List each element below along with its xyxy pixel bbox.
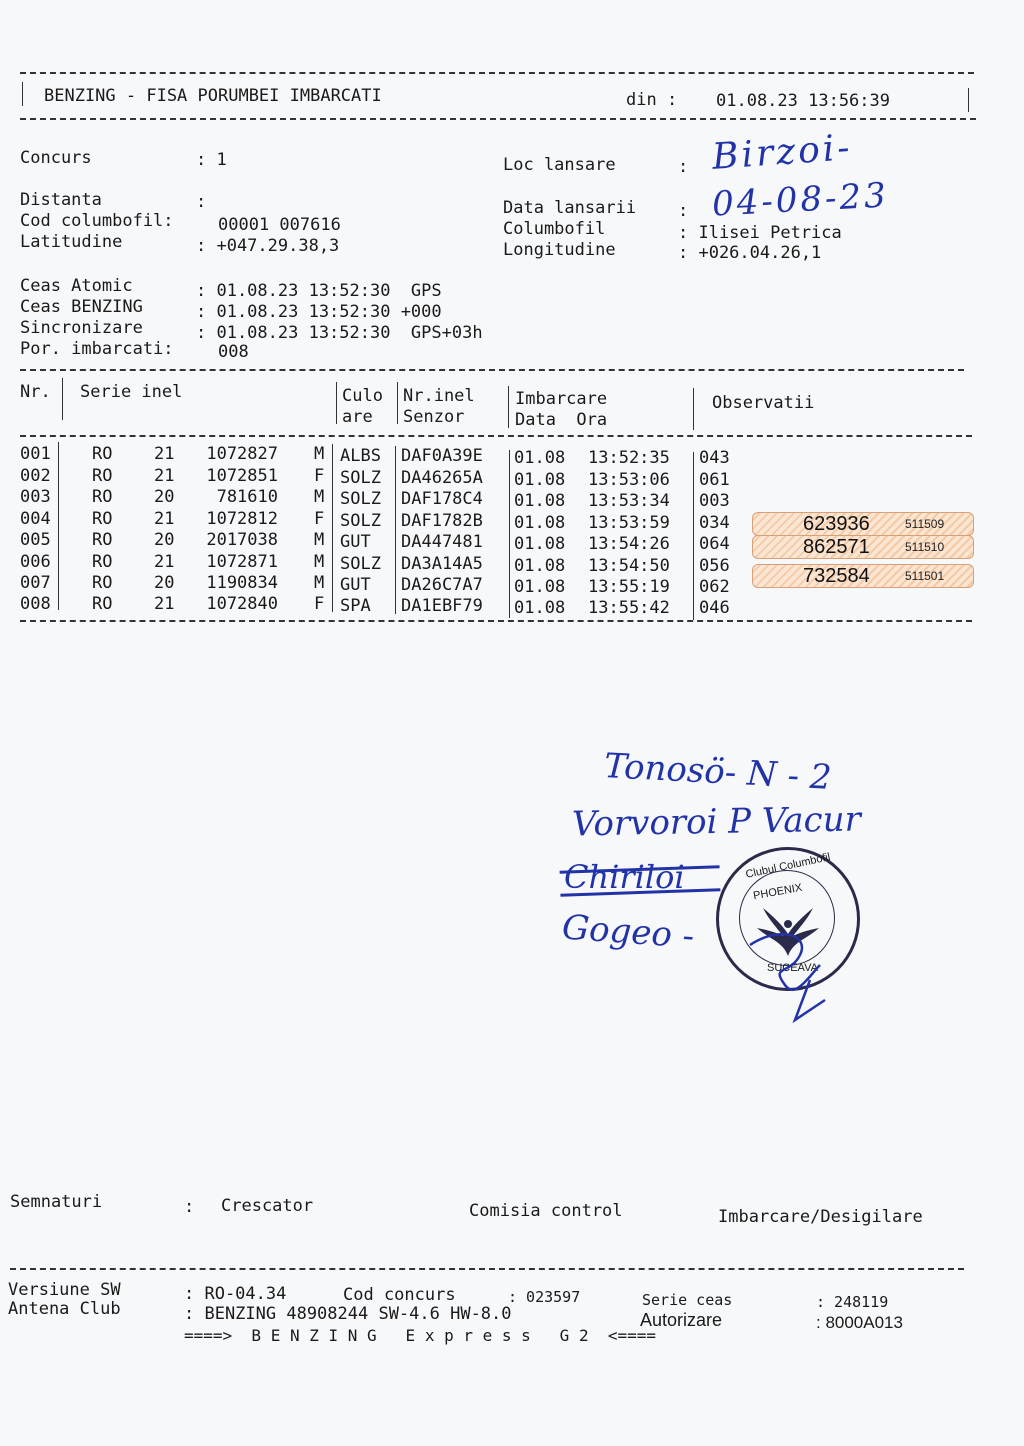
row-data: 01.08 — [514, 555, 566, 576]
row-data: 01.08 — [514, 469, 566, 490]
body-divider-1 — [58, 442, 59, 610]
row-senzor: DA26C7A7 — [401, 575, 483, 596]
row-nr: 003 — [20, 486, 51, 507]
seal-code: 511509 — [905, 517, 945, 531]
col-divider-2 — [336, 382, 337, 424]
comisia-control-label: Comisia control — [469, 1201, 623, 1221]
stamp-middle-text: PHOENIX — [752, 881, 804, 903]
row-culoare: GUT — [340, 531, 371, 552]
data-lansarii-colon: : — [678, 201, 689, 221]
autorizare-value: : 8000A013 — [816, 1313, 903, 1332]
row-data: 01.08 — [514, 490, 566, 511]
row-nr: 001 — [20, 444, 51, 464]
footer-top-rule — [10, 1268, 964, 1270]
sincronizare-label: Sincronizare — [20, 318, 143, 338]
col-divider-5 — [693, 388, 694, 430]
row-ora: 13:52:35 — [588, 448, 670, 468]
table-header-rule — [20, 435, 972, 437]
row-an: 21 — [154, 444, 175, 464]
row-data: 01.08 — [514, 598, 566, 619]
seal-sticker-1 — [752, 512, 974, 536]
ceas-atomic-label: Ceas Atomic — [20, 276, 133, 296]
table-bottom-rule — [20, 620, 972, 622]
row-culoare: SOLZ — [340, 467, 381, 488]
row-inel: 781610 — [216, 486, 278, 507]
row-sex: M — [314, 486, 325, 507]
latitudine-label: Latitudine — [20, 232, 123, 252]
row-obs: 062 — [699, 577, 730, 598]
stamp-bottom-text: SUCEAVA — [767, 962, 818, 974]
seal-sticker-2 — [752, 535, 974, 559]
row-inel: 1072827 — [206, 444, 278, 464]
row-sex: F — [314, 508, 325, 529]
row-obs: 061 — [699, 469, 730, 490]
concurs-label: Concurs — [20, 148, 92, 168]
header-bottom-rule — [20, 118, 976, 120]
body-divider-5 — [693, 452, 694, 620]
row-senzor: DAF0A39E — [401, 446, 483, 466]
row-ora: 13:54:50 — [588, 555, 670, 576]
seal-number: 623936 — [803, 513, 870, 535]
data-lansarii-label: Data lansarii — [503, 198, 637, 218]
por-imbarcati-value: 008 — [218, 342, 249, 362]
row-data: 01.08 — [514, 577, 566, 598]
latitudine-value: : +047.29.38,3 — [196, 236, 340, 256]
row-tara: RO — [92, 551, 113, 572]
row-an: 20 — [154, 486, 175, 507]
ceas-benzing-value: : 01.08.23 13:52:30 +000 — [196, 302, 442, 322]
row-inel: 1072840 — [206, 594, 278, 615]
imbarcare-desigilare-label: Imbarcare/Desigilare — [718, 1207, 923, 1227]
row-nr: 008 — [20, 594, 51, 615]
row-culoare: GUT — [340, 575, 371, 596]
sincronizare-value: : 01.08.23 13:52:30 GPS+03h — [196, 323, 483, 343]
row-ora: 13:55:19 — [588, 577, 670, 598]
row-tara: RO — [92, 529, 113, 550]
loc-lansare-label: Loc lansare — [503, 155, 616, 175]
col-header-observatii: Observatii — [712, 393, 815, 413]
ceas-atomic-value: : 01.08.23 13:52:30 GPS — [196, 281, 442, 301]
col-header-culoare-1: Culo — [342, 386, 383, 406]
crescator-label: Crescator — [221, 1196, 314, 1216]
ceas-benzing-label: Ceas BENZING — [20, 297, 143, 317]
autorizare-label: Autorizare — [640, 1310, 723, 1330]
row-senzor: DA46265A — [401, 467, 483, 488]
row-an: 21 — [154, 551, 175, 572]
row-senzor: DAF1782B — [401, 510, 483, 531]
serie-ceas-value: : 248119 — [816, 1293, 889, 1311]
row-culoare: SOLZ — [340, 510, 381, 531]
row-data: 01.08 — [514, 533, 566, 554]
seal-code: 511501 — [905, 569, 945, 583]
seal-number: 732584 — [803, 565, 870, 587]
concurs-value: : 1 — [196, 150, 227, 170]
handwritten-line-4: Gogeo - — [560, 907, 696, 957]
versiune-sw-value: : RO-04.34 — [184, 1284, 287, 1304]
row-sex: M — [314, 444, 325, 464]
col-header-imbarcare-2: Data Ora — [515, 410, 608, 430]
row-an: 20 — [154, 529, 175, 550]
handwritten-line-2: Vorvoroi P Vacur — [571, 799, 862, 845]
row-sex: M — [314, 529, 325, 550]
col-header-senzor-1: Nr.inel — [403, 386, 475, 406]
row-data: 01.08 — [514, 512, 566, 533]
handwritten-data-lansarii: 04-08-23 — [711, 175, 890, 225]
row-sex: F — [314, 465, 325, 486]
row-sex: F — [314, 594, 325, 615]
header-left-bar — [22, 82, 23, 106]
row-obs: 034 — [699, 512, 730, 533]
signature-scribble-icon — [740, 905, 840, 1025]
row-inel: 1072812 — [206, 508, 278, 529]
row-nr: 002 — [20, 465, 51, 486]
row-nr: 007 — [20, 573, 51, 594]
seal-code: 511510 — [905, 540, 945, 554]
body-divider-4 — [509, 450, 510, 618]
semnaturi-label: Semnaturi — [10, 1192, 103, 1212]
versiune-sw-label: Versiune SW — [8, 1280, 121, 1300]
distanta-label: Distanta — [20, 190, 102, 210]
handwritten-line-3-struck: Chiriloi — [564, 858, 685, 896]
row-tara: RO — [92, 465, 113, 486]
col-divider-1 — [62, 378, 63, 420]
row-tara: RO — [92, 594, 113, 615]
row-an: 20 — [154, 573, 175, 594]
row-obs: 003 — [699, 490, 730, 511]
distanta-value: : — [196, 192, 207, 212]
row-obs: 056 — [699, 555, 730, 576]
row-obs: 064 — [699, 533, 730, 554]
row-senzor: DA3A14A5 — [401, 553, 483, 574]
header-right-bar — [968, 88, 969, 112]
row-inel: 1072871 — [206, 551, 278, 572]
longitudine-label: Longitudine — [503, 240, 616, 260]
col-header-senzor-2: Senzor — [403, 407, 465, 427]
row-tara: RO — [92, 486, 113, 507]
col-header-imbarcare-1: Imbarcare — [515, 389, 608, 409]
din-label: din : — [626, 90, 678, 110]
row-culoare: SOLZ — [340, 553, 381, 574]
antena-club-label: Antena Club — [8, 1299, 121, 1319]
cod-columbofil-value: 00001 007616 — [218, 215, 341, 235]
handwritten-loc-lansare: Birzoi- — [710, 127, 854, 178]
row-obs: 043 — [699, 448, 730, 468]
antena-club-value: : BENZING 48908244 SW-4.6 HW-8.0 — [184, 1304, 512, 1324]
row-sex: M — [314, 573, 325, 594]
document-title: BENZING - FISA PORUMBEI IMBARCATI — [44, 86, 382, 106]
row-an: 21 — [154, 508, 175, 529]
row-culoare: SPA — [340, 596, 371, 617]
col-header-nr: Nr. — [20, 382, 51, 402]
col-divider-4 — [508, 386, 509, 428]
col-header-culoare-2: are — [342, 407, 373, 427]
row-culoare: ALBS — [340, 446, 381, 466]
body-divider-3 — [395, 446, 396, 614]
row-inel: 1072851 — [206, 465, 278, 486]
row-tara: RO — [92, 573, 113, 594]
din-value: 01.08.23 13:56:39 — [716, 91, 890, 111]
row-tara: RO — [92, 508, 113, 529]
body-divider-2 — [332, 444, 333, 612]
seal-sticker-3 — [752, 564, 974, 588]
row-an: 21 — [154, 594, 175, 615]
row-obs: 046 — [699, 598, 730, 619]
row-nr: 006 — [20, 551, 51, 572]
row-senzor: DA1EBF79 — [401, 596, 483, 617]
cod-concurs-value: : 023597 — [508, 1288, 581, 1306]
seal-number: 862571 — [803, 536, 870, 558]
row-ora: 13:53:06 — [588, 469, 670, 490]
strikethrough-scribble — [560, 865, 721, 897]
columbofil-value: : Ilisei Petrica — [678, 223, 842, 243]
cod-concurs-label: Cod concurs — [343, 1285, 456, 1305]
row-data: 01.08 — [514, 448, 566, 468]
por-imbarcati-label: Por. imbarcati: — [20, 339, 174, 359]
loc-lansare-colon: : — [678, 157, 689, 177]
row-senzor: DAF178C4 — [401, 488, 483, 509]
row-ora: 13:55:42 — [588, 598, 670, 619]
row-inel: 2017038 — [206, 529, 278, 550]
row-ora: 13:54:26 — [588, 533, 670, 554]
col-header-serie: Serie inel — [80, 382, 183, 402]
row-tara: RO — [92, 444, 113, 464]
col-divider-3 — [397, 382, 398, 424]
serie-ceas-label: Serie ceas — [642, 1291, 733, 1309]
longitudine-value: : +026.04.26,1 — [678, 243, 822, 263]
row-inel: 1190834 — [206, 573, 278, 594]
row-ora: 13:53:59 — [588, 512, 670, 533]
header-top-rule — [20, 72, 974, 74]
stamp-top-text: Clubul Columbofil — [744, 851, 832, 881]
semnaturi-colon: : — [184, 1197, 195, 1217]
benzing-banner: ====> B E N Z I N G E x p r e s s G 2 <==== — [184, 1326, 657, 1345]
row-culoare: SOLZ — [340, 488, 381, 509]
row-nr: 005 — [20, 529, 51, 550]
row-sex: M — [314, 551, 325, 572]
columbofil-label: Columbofil — [503, 219, 606, 239]
table-top-rule — [20, 369, 964, 371]
row-ora: 13:53:34 — [588, 490, 670, 511]
handwritten-line-1: Tonosö- N - 2 — [603, 746, 833, 798]
cod-columbofil-label: Cod columbofil: — [20, 211, 174, 231]
row-nr: 004 — [20, 508, 51, 529]
row-an: 21 — [154, 465, 175, 486]
row-senzor: DA447481 — [401, 531, 483, 552]
